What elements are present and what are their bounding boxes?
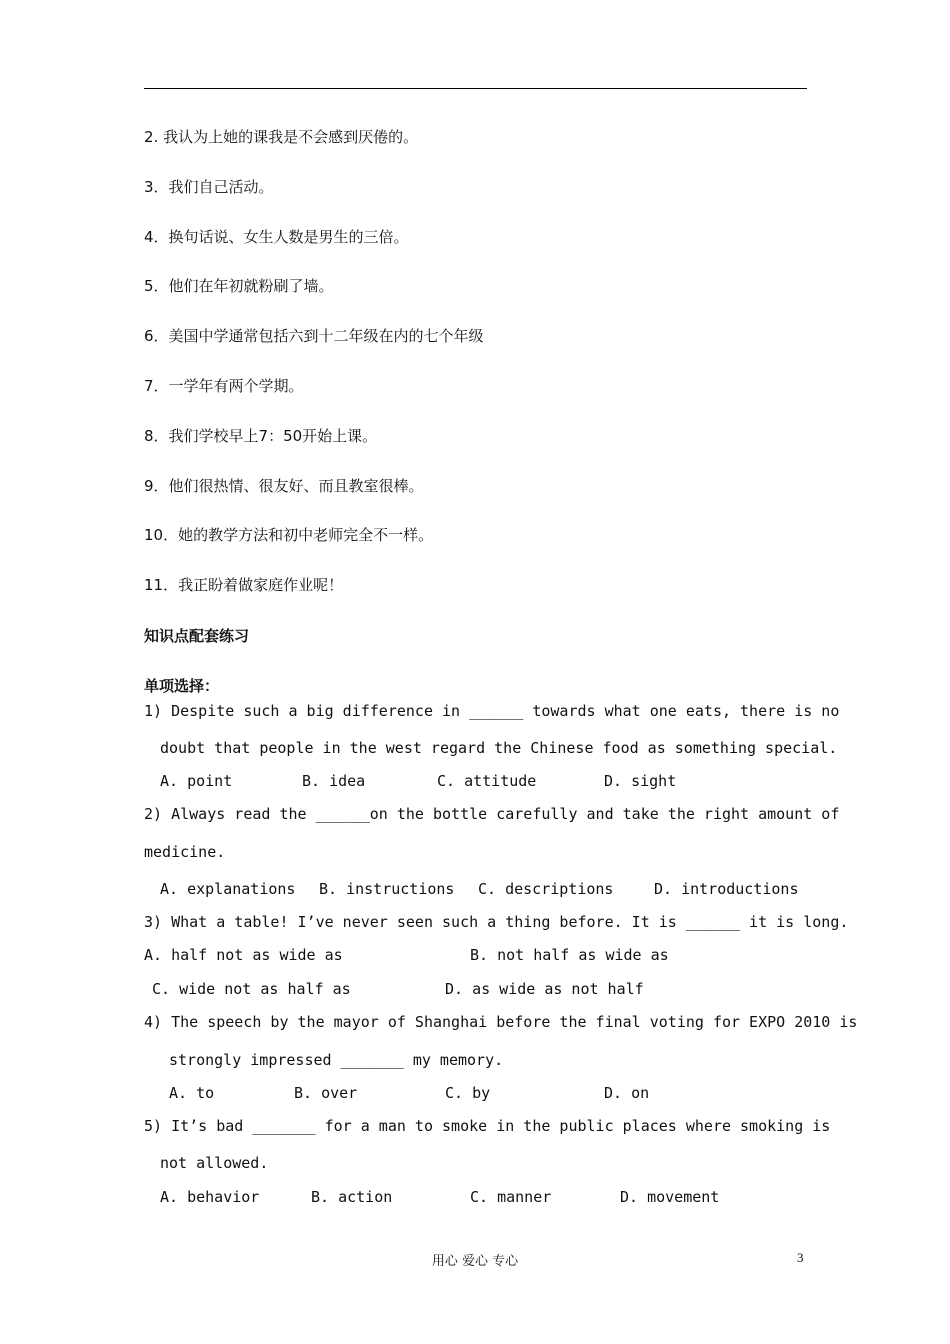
question-5-option-a: A. behavior xyxy=(160,1188,260,1206)
page-footer: 用心 爱心 专心 xyxy=(431,1254,519,1269)
question-4-line-2: strongly impressed _______ my memory. xyxy=(169,1051,504,1069)
question-2-line-2: medicine. xyxy=(144,843,226,861)
question-1-option-d: D. sight xyxy=(604,772,677,790)
question-2-option-d: D. introductions xyxy=(654,880,799,898)
question-4-option-a: A. to xyxy=(169,1084,215,1102)
question-1-line-2: doubt that people in the west regard the Chinese food as something special. xyxy=(160,739,838,757)
question-4-option-b: B. over xyxy=(294,1084,358,1102)
translation-item: 6．美国中学通常包括六到十二年级在内的七个年级 xyxy=(144,327,484,345)
question-2-option-b: B. instructions xyxy=(319,880,455,898)
question-4-option-d: D. on xyxy=(604,1084,650,1102)
translation-item: 5．他们在年初就粉刷了墙。 xyxy=(144,277,334,295)
translation-item: 9．他们很热情、很友好、而且教室很棒。 xyxy=(144,477,424,495)
question-2-option-a: A. explanations xyxy=(160,880,296,898)
question-3-option-b: B. not half as wide as xyxy=(470,946,669,964)
translation-item: 8．我们学校早上7：50开始上课。 xyxy=(144,427,378,445)
question-3-line-1: 3) What a table! I’ve never seen such a thing before. It is ______ it is long. xyxy=(144,913,849,931)
question-4-option-c: C. by xyxy=(445,1084,491,1102)
translation-item: 7．一学年有两个学期。 xyxy=(144,377,304,395)
question-3-option-d: D. as wide as not half xyxy=(445,980,644,998)
question-5-option-b: B. action xyxy=(311,1188,393,1206)
translation-item: 3．我们自己活动。 xyxy=(144,178,274,196)
question-2-line-1: 2) Always read the ______on the bottle carefully and take the right amount of xyxy=(144,805,840,823)
question-1-option-b: B. idea xyxy=(302,772,366,790)
translation-item: 2. 我认为上她的课我是不会感到厌倦的。 xyxy=(144,128,419,146)
subsection-title: 单项选择： xyxy=(144,677,220,695)
section-title: 知识点配套练习 xyxy=(144,627,250,645)
question-1-line-1: 1) Despite such a big difference in ______ towards what one eats, there is no xyxy=(144,702,840,720)
page-number: 3 xyxy=(797,1250,804,1265)
translation-item: 11．我正盼着做家庭作业呢！ xyxy=(144,576,344,594)
header-rule xyxy=(144,88,807,89)
question-1-option-c: C. attitude xyxy=(437,772,537,790)
question-4-line-1: 4) The speech by the mayor of Shanghai before the final voting for EXPO 2010 is xyxy=(144,1013,858,1031)
question-3-option-a: A. half not as wide as xyxy=(144,946,343,964)
question-5-option-c: C. manner xyxy=(470,1188,552,1206)
question-5-line-2: not allowed. xyxy=(160,1154,269,1172)
question-3-option-c: C. wide not as half as xyxy=(152,980,351,998)
translation-item: 4．换句话说、女生人数是男生的三倍。 xyxy=(144,228,409,246)
question-2-option-c: C. descriptions xyxy=(478,880,614,898)
question-5-line-1: 5) It’s bad _______ for a man to smoke in the public places where smoking is xyxy=(144,1117,831,1135)
translation-item: 10．她的教学方法和初中老师完全不一样。 xyxy=(144,526,434,544)
question-1-option-a: A. point xyxy=(160,772,233,790)
question-5-option-d: D. movement xyxy=(620,1188,720,1206)
